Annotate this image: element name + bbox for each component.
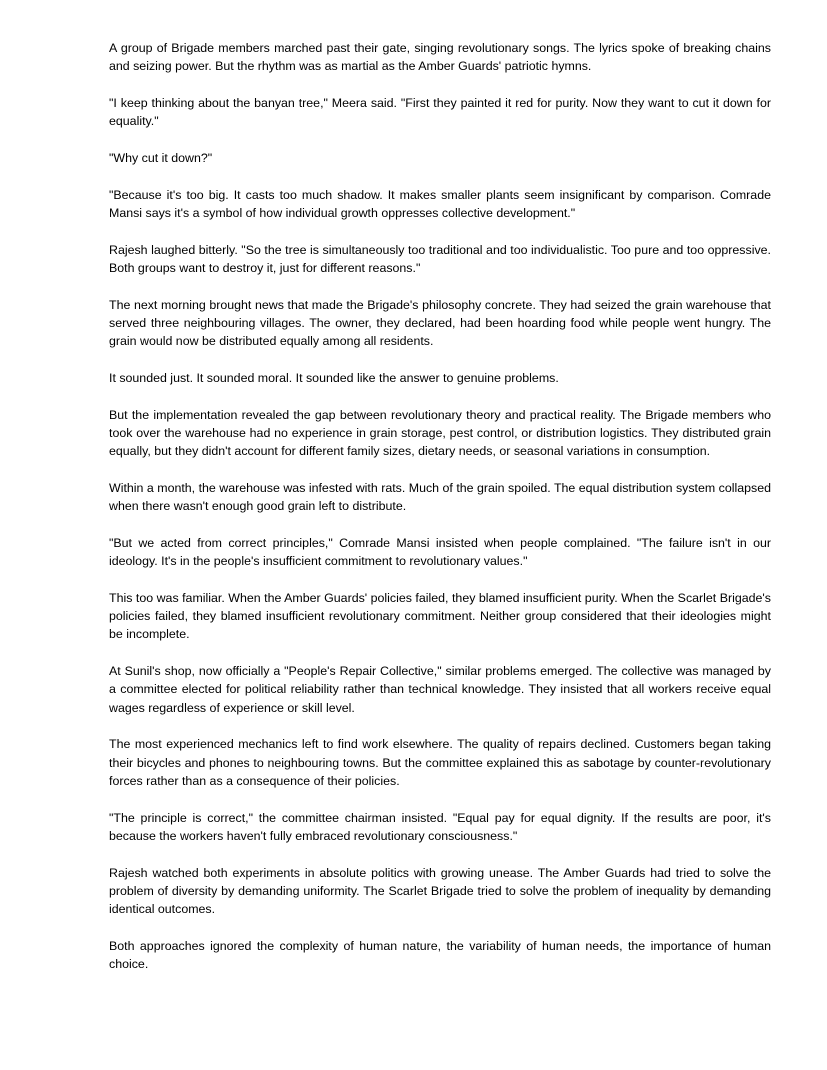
paragraph-8: But the implementation revealed the gap between revolutionary theory and practical reality. The Brigade members who took over the warehouse had no experience in grain storage, pest control, or distribution logistics. They distributed grain equally, but they didn't account for different family sizes, dietary needs, or seasonal variations in consumption. <box>109 407 771 459</box>
paragraph-3: "Why cut it down?" <box>109 150 213 165</box>
paragraph-11: This too was familiar. When the Amber Guards' policies failed, they blamed insufficient purity. When the Scarlet Brigade's policies failed, they blamed insufficient revolutionary commitment. Neither group considered that their ideologies might be incomplete. <box>109 590 771 642</box>
paragraph-13: The most experienced mechanics left to find work elsewhere. The quality of repairs declined. Customers began taking their bicycles and phones to neighbouring towns. But the committee explained this as sabotage by counter-revolutionary forces rather than as a consequence of their policies. <box>109 737 771 788</box>
paragraph-15: Rajesh watched both experiments in absolute politics with growing unease. The Amber Guards had tried to solve the problem of diversity by demanding uniformity. The Scarlet Brigade tried to solve the problem of inequality by demanding identical outcomes. <box>109 865 771 917</box>
paragraph-6: The next morning brought news that made the Brigade's philosophy concrete. They had seized the grain warehouse that served three neighbouring villages. The owner, they declared, had been hoarding food while people went hungry. The grain would now be distributed equally among all residents. <box>109 297 771 349</box>
paragraph-12: At Sunil's shop, now officially a "People's Repair Collective," similar problems emerged. The collective was managed by a committee elected for political reliability rather than technical knowledge. They insisted that all workers receive equal wages regardless of experience or skill level. <box>109 664 771 715</box>
paragraph-9: Within a month, the warehouse was infested with rats. Much of the grain spoiled. The equal distribution system collapsed when there wasn't enough good grain left to distribute. <box>109 480 771 514</box>
paragraph-4: "Because it's too big. It casts too much shadow. It makes smaller plants seem insignificant by comparison. Comrade Mansi says it's a symbol of how individual growth oppresses collective development." <box>109 187 771 220</box>
document-page <box>109 39 771 974</box>
paragraph-2: "I keep thinking about the banyan tree," Meera said. "First they painted it red for purity. Now they want to cut it down for equality." <box>109 95 771 129</box>
paragraph-1: A group of Brigade members marched past their gate, singing revolutionary songs. The lyrics spoke of breaking chains and seizing power. But the rhythm was as martial as the Amber Guards' patriotic hymns. <box>109 41 771 74</box>
paragraph-14: "The principle is correct," the committee chairman insisted. "Equal pay for equal dignity. If the results are poor, it's because the workers haven't fully embraced revolutionary consciousness." <box>109 810 771 843</box>
paragraph-5: Rajesh laughed bitterly. "So the tree is simultaneously too traditional and too individualistic. Too pure and too oppressive. Both groups want to destroy it, just for different reasons." <box>109 242 771 275</box>
paragraph-10: "But we acted from correct principles," Comrade Mansi insisted when people complained. "The failure isn't in our ideology. It's in the people's insufficient commitment to revolutionary values." <box>109 535 771 569</box>
paragraph-16: Both approaches ignored the complexity of human nature, the variability of human needs, the importance of human choice. <box>109 938 771 972</box>
paragraph-7: It sounded just. It sounded moral. It sounded like the answer to genuine problems. <box>109 370 559 385</box>
